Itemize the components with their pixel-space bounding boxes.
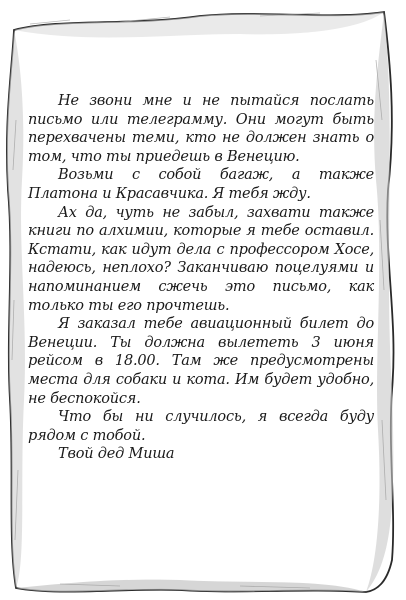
left-edge-shade — [7, 30, 25, 588]
letter-body — [28, 92, 374, 464]
letter-paragraph-1: Не звони мне и не пытайся послать письмо или телеграмму. Они могут быть перехвачены теми, кто не должен знать о том, что ты приедешь в Венецию. — [28, 93, 374, 165]
letter-paragraph-5: Что бы ни случилось, я всегда буду рядом с тобой. — [28, 409, 374, 444]
letter-paragraph-2: Возьми с собой багаж, а также Платона и Красавчика. Я тебя жду. — [28, 167, 374, 202]
letter-paragraph-4: Я заказал тебе авиационный билет до Венеции. Ты должна вылететь 3 июня рейсом в 18.00. Там же предусмотрены места для собаки и кота. Им будет удобно, не беспокойся. — [28, 316, 374, 407]
letter-paragraph-3: Ах да, чуть не забыл, захвати также книги по алхимии, которые я тебе оставил. Кстати, как идут дела с профессором Хосе, надеюсь, неплохо? Заканчиваю поцелуями и напоминанием сжечь это письмо, как только ты его прочтешь. — [28, 204, 374, 314]
letter-signature: Твой дед Миша — [58, 446, 175, 463]
